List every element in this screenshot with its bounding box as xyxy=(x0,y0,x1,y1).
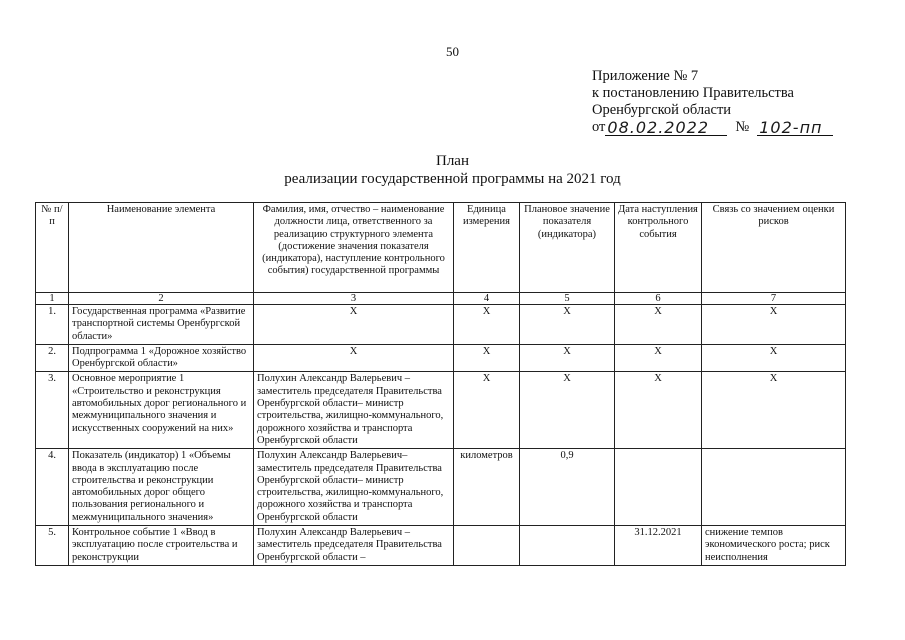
title-line-2: реализации государственной программы на 2021 год xyxy=(284,171,621,187)
row-num: 2. xyxy=(36,344,69,372)
column-number: 7 xyxy=(702,293,846,305)
row-unit: Х xyxy=(454,344,520,372)
row-name: Государственная программа «Развитие транспортной системы Оренбургской области» xyxy=(69,305,254,345)
row-plan xyxy=(520,526,615,566)
number-prefix: № xyxy=(735,119,750,135)
header-name: Наименование элемента xyxy=(69,203,254,293)
appendix-date-number-row xyxy=(592,119,833,136)
row-plan: Х xyxy=(520,305,615,345)
row-responsible: Полухин Александр Валерьевич – заместитель председателя Правительства Оренбургской области – xyxy=(254,526,454,566)
row-name: Контрольное событие 1 «Ввод в эксплуатацию после строительства и реконструкции xyxy=(69,526,254,566)
column-number: 3 xyxy=(254,293,454,305)
row-num: 4. xyxy=(36,449,69,526)
column-number: 5 xyxy=(520,293,615,305)
appendix-line-2: к постановлению Правительства xyxy=(592,85,794,101)
row-responsible: Полухин Александр Валерьевич – заместитель председателя Правительства Оренбургской области– министр строительства, жилищно-коммунального, дорожного хозяйства и транспорта Оренбургской области xyxy=(254,372,454,449)
column-number: 1 xyxy=(36,293,69,305)
row-risk: Х xyxy=(702,372,846,449)
header-date: Дата наступления контрольного события xyxy=(615,203,702,293)
row-num: 5. xyxy=(36,526,69,566)
row-unit xyxy=(454,526,520,566)
document-title xyxy=(0,152,905,188)
appendix-line-1: Приложение № 7 xyxy=(592,68,699,84)
row-date xyxy=(615,449,702,526)
header-responsible: Фамилия, имя, отчество – наименование должности лица, ответственного за реализацию структурного элемента (достижение значения показателя (индикатора), наступление контрольного события) государственной программы xyxy=(254,203,454,293)
title-line-1: План xyxy=(435,153,469,169)
handwritten-number: 102-пп xyxy=(757,120,833,136)
row-plan: 0,9 xyxy=(520,449,615,526)
row-unit: Х xyxy=(454,372,520,449)
header-num: № п/п xyxy=(36,203,69,293)
appendix-line-3: Оренбургской области xyxy=(592,102,732,118)
table-row xyxy=(36,372,846,449)
column-number: 2 xyxy=(69,293,254,305)
row-plan: Х xyxy=(520,372,615,449)
row-num: 3. xyxy=(36,372,69,449)
handwritten-date: 08.02.2022 xyxy=(605,120,727,136)
column-number-row xyxy=(36,293,846,305)
header-risk: Связь со значением оценки рисков xyxy=(702,203,846,293)
page-number: 50 xyxy=(446,44,459,59)
row-responsible: Полухин Александр Валерьевич– заместитель председателя Правительства Оренбургской области– министр строительства, жилищно-коммунального, дорожного хозяйства и транспорта Оренбургской области xyxy=(254,449,454,526)
table-header-row xyxy=(36,203,846,293)
row-name: Подпрограмма 1 «Дорожное хозяйство Оренбургской области» xyxy=(69,344,254,372)
table-row xyxy=(36,305,846,345)
row-date: 31.12.2021 xyxy=(615,526,702,566)
table-row xyxy=(36,526,846,566)
row-name: Показатель (индикатор) 1 «Объемы ввода в эксплуатацию после строительства и реконструкции автомобильных дорог общего пользования регионального и межмуниципального значения» xyxy=(69,449,254,526)
row-unit: километров xyxy=(454,449,520,526)
row-unit: Х xyxy=(454,305,520,345)
row-responsible: Х xyxy=(254,305,454,345)
row-date: Х xyxy=(615,372,702,449)
row-num: 1. xyxy=(36,305,69,345)
row-date: Х xyxy=(615,305,702,345)
from-prefix: от xyxy=(592,119,606,135)
row-risk xyxy=(702,449,846,526)
header-unit: Единица измерения xyxy=(454,203,520,293)
row-risk: снижение темпов экономического роста; риск неисполнения xyxy=(702,526,846,566)
row-risk: Х xyxy=(702,344,846,372)
table-row xyxy=(36,449,846,526)
row-name: Основное мероприятие 1 «Строительство и реконструкция автомобильных дорог регионального и межмуниципального значения и искусственных сооружений на них» xyxy=(69,372,254,449)
row-date: Х xyxy=(615,344,702,372)
table-row xyxy=(36,344,846,372)
column-number: 6 xyxy=(615,293,702,305)
header-plan: Плановое значение показателя (индикатора) xyxy=(520,203,615,293)
row-risk: Х xyxy=(702,305,846,345)
row-plan: Х xyxy=(520,344,615,372)
column-number: 4 xyxy=(454,293,520,305)
plan-table xyxy=(35,202,846,566)
row-responsible: Х xyxy=(254,344,454,372)
appendix-block xyxy=(592,68,833,136)
